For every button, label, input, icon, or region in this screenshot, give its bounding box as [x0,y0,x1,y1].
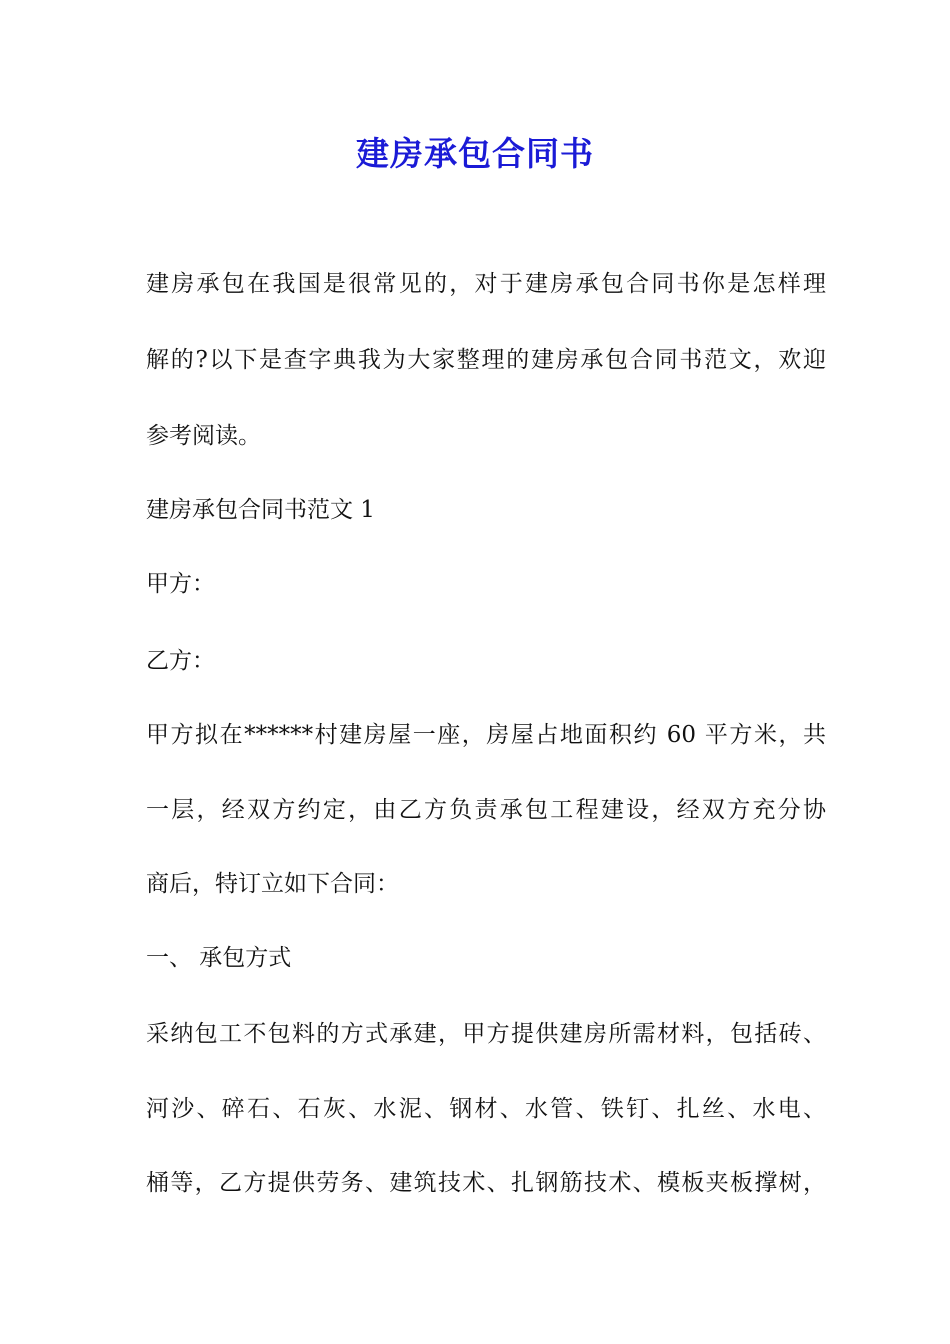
clause-heading: 一、 承包方式 [146,945,292,971]
paragraph-line: 采纳包工不包料的方式承建，甲方提供建房所需材料，包括砖、 [146,1021,826,1047]
paragraph-line: 解的?以下是查字典我为大家整理的建房承包合同书范文，欢迎 [146,347,826,373]
section-heading: 建房承包合同书范文 1 [146,497,375,523]
paragraph-line: 桶等，乙方提供劳务、建筑技术、扎钢筋技术、模板夹板撑树， [146,1170,826,1196]
paragraph-line: 甲方拟在******村建房屋一座，房屋占地面积约 60 平方米，共 [146,722,826,748]
paragraph-line: 一层，经双方约定，由乙方负责承包工程建设，经双方充分协 [146,797,826,823]
paragraph-line: 商后，特订立如下合同： [146,871,399,897]
paragraph-line: 河沙、碎石、石灰、水泥、钢材、水管、铁钉、扎丝、水电、 [146,1096,826,1122]
document-title: 建房承包合同书 [356,134,594,173]
party-a-label: 甲方： [146,571,215,597]
paragraph-line: 建房承包在我国是很常见的，对于建房承包合同书你是怎样理 [146,271,826,297]
party-b-label: 乙方： [146,648,215,674]
paragraph-line: 参考阅读。 [146,423,261,449]
